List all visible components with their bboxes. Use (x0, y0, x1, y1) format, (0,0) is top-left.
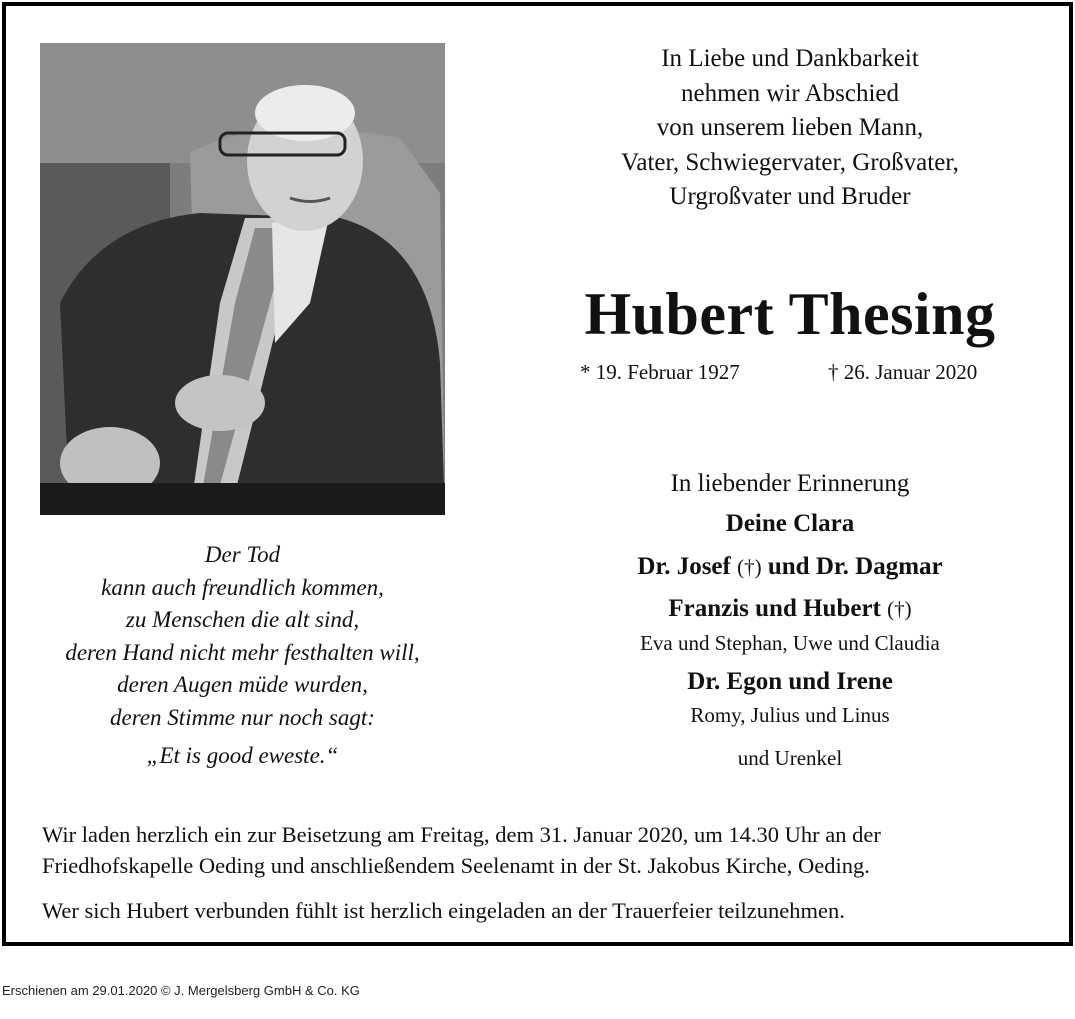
invitation-line: Friedhofskapelle Oeding und anschließendem Seelenamt in der St. Jakobus Kirche, Oeding. (42, 852, 870, 878)
portrait-photo (40, 43, 445, 515)
intro-line: In Liebe und Dankbarkeit (661, 45, 919, 72)
family-line-2 (520, 553, 1060, 581)
invitation-text (42, 820, 881, 881)
publication-footer: Erschienen am 29.01.2020 © J. Mergelsberg GmbH & Co. KG (2, 983, 360, 998)
deceased-mark: (†) (737, 555, 762, 579)
family-line-4: Eva und Stephan, Uwe und Claudia (640, 631, 940, 655)
poem-line: deren Stimme nur noch sagt: (110, 704, 375, 730)
intro-text (520, 42, 1060, 215)
intro-line: Urgroßvater und Bruder (669, 183, 911, 210)
deceased-name: Hubert Thesing (584, 281, 996, 347)
family-line-3 (520, 595, 1060, 623)
remembrance-line: In liebender Erinnerung (670, 470, 910, 497)
invitation-line: Wir laden herzlich ein zur Beisetzung am Freitag, dem 31. Januar 2020, um 14.30 Uhr an der (42, 822, 881, 847)
intro-line: nehmen wir Abschied (680, 79, 899, 107)
poem-quote: „Et is good eweste.“ (146, 743, 339, 768)
intro-line: Vater, Schwiegervater, Großvater, (621, 148, 959, 176)
birth-date: * 19. Februar 1927 (580, 360, 740, 384)
family-line-5: Dr. Egon und Irene (687, 668, 893, 695)
family-line-1: Deine Clara (725, 510, 855, 537)
poem-line: zu Menschen die alt sind, (125, 607, 360, 633)
poem-line: kann auch freundlich kommen, (101, 574, 384, 600)
invitation-line-2: Wer sich Hubert verbunden fühlt ist herzlich eingeladen an der Trauerfeier teilzunehmen. (42, 898, 845, 923)
poem-line: deren Augen müde wurden, (117, 672, 368, 698)
poem-line: deren Hand nicht mehr festhalten will, (65, 639, 420, 665)
family-line-2-a: Dr. Josef (637, 553, 731, 580)
family-line-3-a: Franzis und Hubert (668, 595, 881, 622)
family-line-2-b: und Dr. Dagmar (767, 553, 943, 580)
family-line-6: Romy, Julius und Linus (690, 703, 890, 727)
poem (20, 539, 465, 735)
portrait-illustration (40, 43, 445, 515)
death-date: † 26. Januar 2020 (828, 360, 978, 384)
intro-line: von unserem lieben Mann, (656, 114, 924, 141)
poem-line: Der Tod (204, 542, 281, 567)
deceased-mark: (†) (887, 597, 912, 621)
family-line-7: und Urenkel (737, 746, 843, 770)
